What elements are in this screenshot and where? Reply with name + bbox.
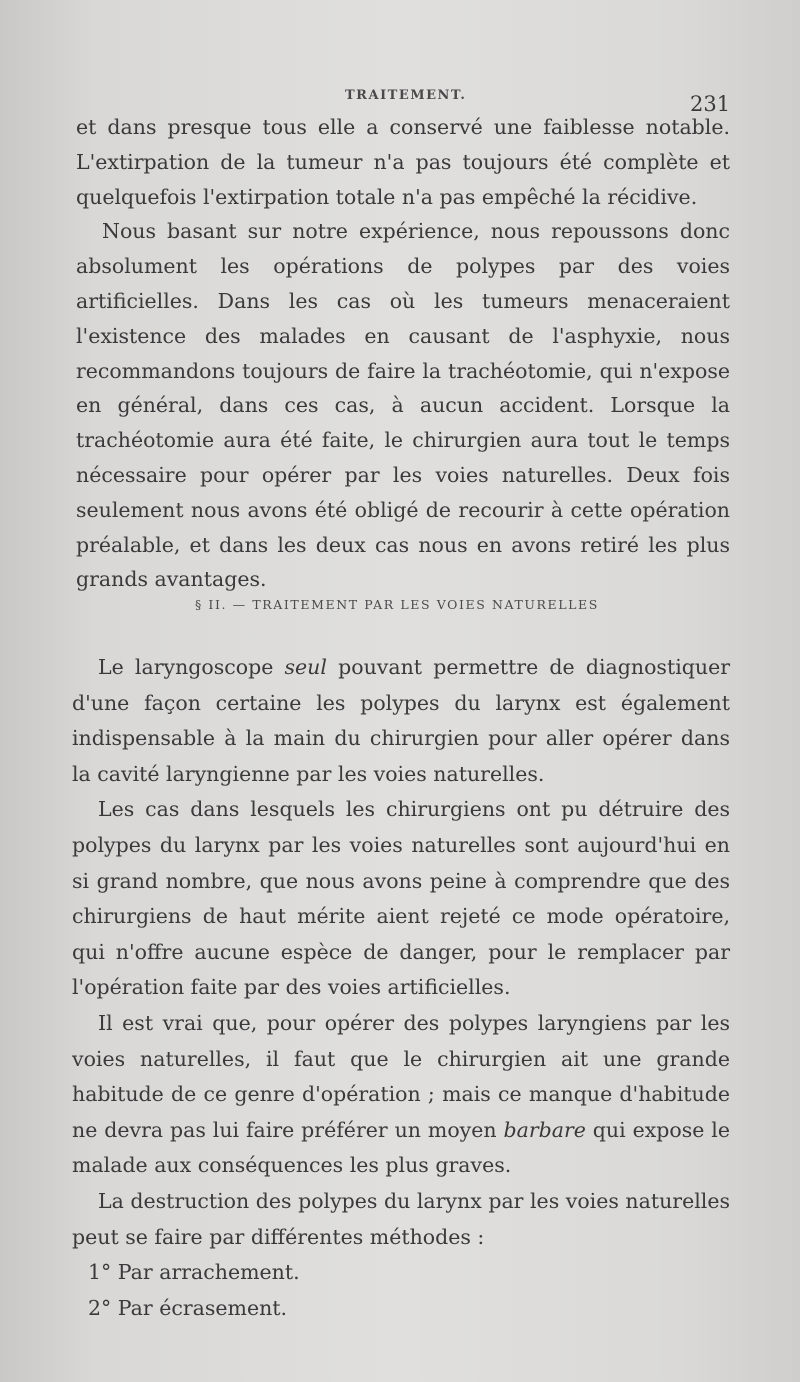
section-2-text [72, 650, 730, 1326]
list-item: 2° Par écrasement. [88, 1295, 288, 1320]
text-run: Il est vrai que, pour opérer des polypes laryngiens par les voies naturelles, il faut que le chirurgien ait une grande habitude de ce genre d'opération ; mais ce manque d'habitude ne devra pas lui faire préférer un moyen [72, 1010, 730, 1142]
text-run: Le laryngoscope [98, 655, 285, 679]
paragraph-laryngoscope [72, 650, 730, 792]
section-heading: § II. — TRAITEMENT PAR LES VOIES NATURELLES [195, 597, 599, 612]
list-item: 1° Par arrachement. [88, 1260, 300, 1285]
section-1-text [76, 110, 730, 597]
text-run: pouvant permettre de diagnostiquer d'une façon certaine les polypes du larynx est également indispensable à la main du chirurgien pour aller opérer dans la cavité laryngienne par les voies naturelles. [72, 655, 731, 786]
paragraph-cases: Les cas dans lesquels les chirurgiens ont pu détruire des polypes du larynx par les voies naturelles sont aujourd'hui en si grand nombre, que nous avons peine à comprendre que des chirurgiens de haut mérite aient rejeté ce mode opératoire, qui n'offre aucune espèce de danger, pour le remplacer par l'opération faite par des voies artificielles. [72, 797, 730, 1000]
paragraph-continuation: et dans presque tous elle a conservé une faiblesse notable. L'extirpation de la tumeur n'a pas toujours été complète et quelquefois l'extirpation totale n'a pas empêché la récidive. [76, 115, 730, 209]
emphasis-seul: seul [284, 655, 327, 679]
paragraph-habit [72, 1006, 730, 1184]
page-number: 231 [690, 92, 731, 116]
emphasis-barbare: barbare [503, 1117, 586, 1142]
text-run: qui expose le malade aux conséquences les plus graves. [72, 1117, 730, 1178]
methods-list [72, 1255, 730, 1326]
paragraph-experience: Nous basant sur notre expérience, nous repoussons donc absolument les opérations de polypes par des voies artificielles. Dans les cas où les tumeurs menaceraient l'existence des malades en causant de l'asphyxie, nous recommandons toujours de faire la trachéotomie, qui n'expose en général, dans ces cas, à aucun accident. Lorsque la trachéotomie aura été faite, le chirurgien aura tout le temps nécessaire pour opérer par les voies naturelles. Deux fois seulement nous avons été obligé de recourir à cette opération préalable, et dans les deux cas nous en avons retiré les plus grands avantages. [76, 219, 730, 592]
running-head: TRAITEMENT. [345, 88, 467, 103]
paragraph-methods: La destruction des polypes du larynx par les voies naturelles peut se faire par différentes méthodes : [72, 1188, 730, 1249]
